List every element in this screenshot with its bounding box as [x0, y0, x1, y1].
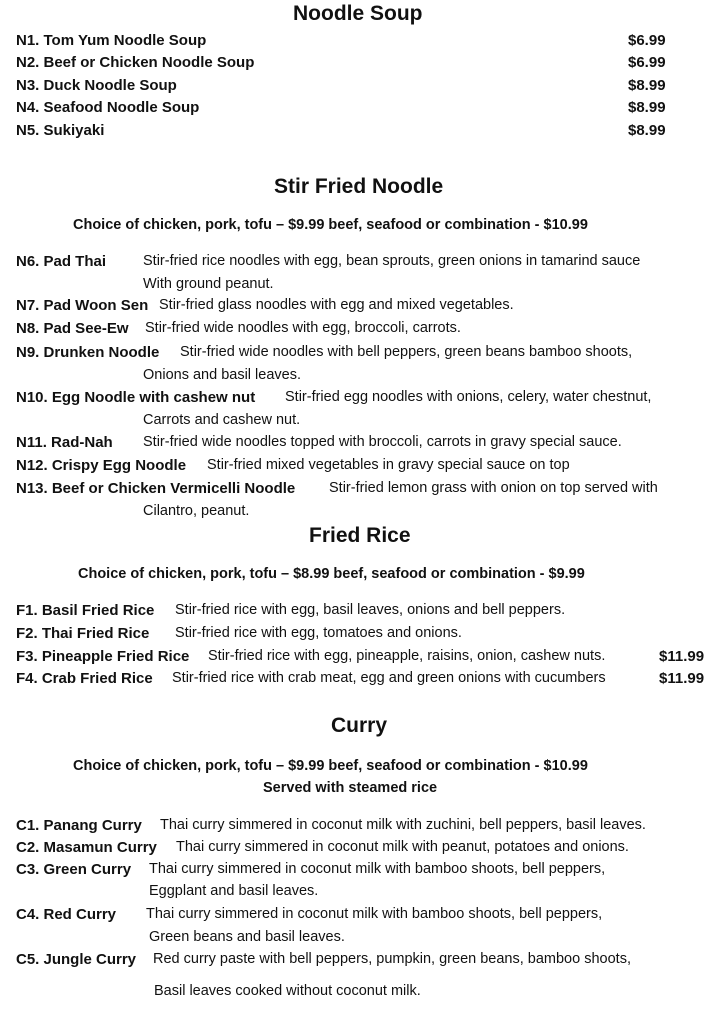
rice-item-name: F4. Crab Fried Rice: [16, 670, 153, 687]
noodle-item-desc: Stir-fried wide noodles with egg, broccoli, carrots.: [145, 320, 461, 336]
curry-subtitle: Choice of chicken, pork, tofu – $9.99 beef, seafood or combination - $10.99: [73, 758, 588, 774]
curry-title: Curry: [331, 714, 388, 737]
noodle-item-name: N8. Pad See-Ew: [16, 320, 129, 337]
curry-item-desc-cont: Basil leaves cooked without coconut milk.: [154, 983, 421, 999]
rice-item-desc: Stir-fried rice with crab meat, egg and green onions with cucumbers: [172, 670, 606, 686]
curry-item-desc: Red curry paste with bell peppers, pumpkin, green beans, bamboo shoots,: [153, 951, 631, 967]
noodle-item-desc: Stir-fried rice noodles with egg, bean sprouts, green onions in tamarind sauce: [143, 253, 641, 269]
soup-item-name: N4. Seafood Noodle Soup: [16, 99, 200, 116]
stir-fried-subtitle: Choice of chicken, pork, tofu – $9.99 beef, seafood or combination - $10.99: [73, 217, 588, 233]
noodle-item-name: N11. Rad-Nah: [16, 434, 113, 451]
soup-item-price: $8.99: [628, 77, 666, 94]
rice-item-name: F3. Pineapple Fried Rice: [16, 648, 190, 665]
curry-item-desc: Thai curry simmered in coconut milk with zuchini, bell peppers, basil leaves.: [160, 817, 646, 833]
soup-item-name: N5. Sukiyaki: [16, 122, 105, 139]
noodle-item-desc: Stir-fried glass noodles with egg and mixed vegetables.: [159, 297, 514, 313]
noodle-item-name: N9. Drunken Noodle: [16, 344, 160, 361]
noodle-item-desc: Stir-fried lemon grass with onion on top served with: [329, 480, 658, 496]
noodle-item-name: N10. Egg Noodle with cashew nut: [16, 389, 256, 406]
noodle-item-desc-cont: Cilantro, peanut.: [143, 503, 250, 519]
noodle-item-desc: Stir-fried wide noodles with bell peppers, green beans bamboo shoots,: [180, 344, 633, 360]
soup-item-price: $8.99: [628, 122, 666, 139]
rice-item-name: F1. Basil Fried Rice: [16, 602, 155, 619]
curry-item-name: C2. Masamun Curry: [16, 839, 157, 856]
curry-item-name: C1. Panang Curry: [16, 817, 142, 834]
rice-item-name: F2. Thai Fried Rice: [16, 625, 150, 642]
rice-item-desc: Stir-fried rice with egg, pineapple, raisins, onion, cashew nuts.: [208, 648, 606, 664]
rice-item-price: $11.99: [659, 670, 705, 687]
rice-item-price: $11.99: [659, 648, 705, 665]
rice-item-desc: Stir-fried rice with egg, basil leaves, onions and bell peppers.: [175, 602, 566, 618]
soup-item-price: $6.99: [628, 32, 666, 49]
noodle-item-desc: Stir-fried wide noodles topped with broccoli, carrots in gravy special sauce.: [143, 434, 622, 450]
noodle-item-desc-cont: With ground peanut.: [143, 276, 274, 292]
soup-item-price: $8.99: [628, 99, 666, 116]
noodle-item-desc-cont: Carrots and cashew nut.: [143, 412, 301, 428]
noodle-soup-title: Noodle Soup: [293, 2, 423, 25]
noodle-item-desc: Stir-fried mixed vegetables in gravy special sauce on top: [207, 457, 570, 473]
soup-item-name: N1. Tom Yum Noodle Soup: [16, 32, 207, 49]
curry-subtitle-rice: Served with steamed rice: [263, 780, 438, 796]
soup-item-name: N2. Beef or Chicken Noodle Soup: [16, 54, 255, 71]
curry-item-name: C5. Jungle Curry: [16, 951, 137, 968]
noodle-item-name: N13. Beef or Chicken Vermicelli Noodle: [16, 480, 296, 497]
stir-fried-noodle-title: Stir Fried Noodle: [274, 175, 444, 198]
curry-item-name: C4. Red Curry: [16, 906, 117, 923]
fried-rice-title: Fried Rice: [309, 524, 411, 547]
curry-item-desc-cont: Green beans and basil leaves.: [149, 929, 345, 945]
fried-rice-subtitle: Choice of chicken, pork, tofu – $8.99 beef, seafood or combination - $9.99: [78, 566, 585, 582]
noodle-item-name: N12. Crispy Egg Noodle: [16, 457, 187, 474]
curry-item-desc-cont: Eggplant and basil leaves.: [149, 883, 319, 899]
rice-item-desc: Stir-fried rice with egg, tomatoes and onions.: [175, 625, 462, 641]
curry-item-desc: Thai curry simmered in coconut milk with bamboo shoots, bell peppers,: [149, 861, 606, 877]
noodle-item-name: N6. Pad Thai: [16, 253, 107, 270]
noodle-item-desc-cont: Onions and basil leaves.: [143, 367, 301, 383]
curry-item-desc: Thai curry simmered in coconut milk with bamboo shoots, bell peppers,: [146, 906, 603, 922]
soup-item-name: N3. Duck Noodle Soup: [16, 77, 177, 94]
curry-item-desc: Thai curry simmered in coconut milk with peanut, potatoes and onions.: [176, 839, 629, 855]
noodle-item-desc: Stir-fried egg noodles with onions, celery, water chestnut,: [285, 389, 652, 405]
soup-item-price: $6.99: [628, 54, 666, 71]
noodle-item-name: N7. Pad Woon Sen: [16, 297, 149, 314]
curry-item-name: C3. Green Curry: [16, 861, 132, 878]
